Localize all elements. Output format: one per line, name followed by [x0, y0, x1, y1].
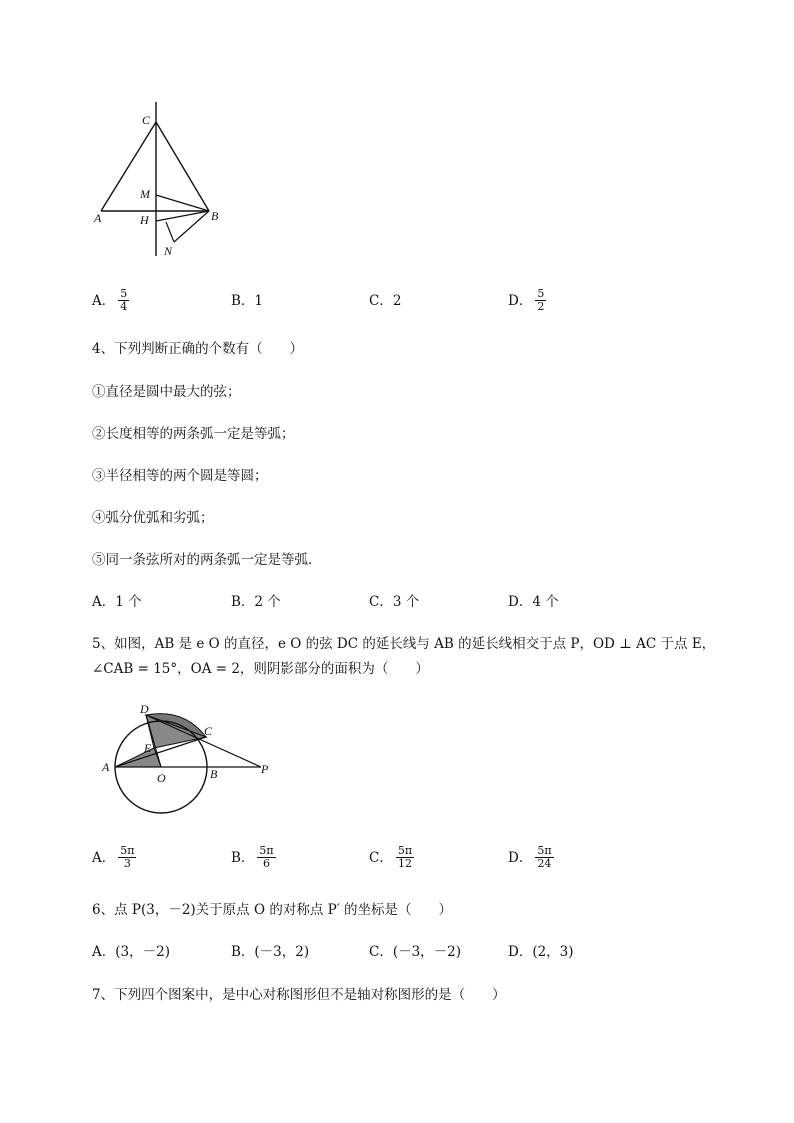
fig2-label-d: D	[140, 702, 149, 716]
fig1-label-n: N	[164, 244, 173, 258]
fraction: $\frac{5\pi}{3}$	[120, 844, 135, 870]
figure-triangle	[88, 100, 228, 265]
q5-stem-line2: ∠CAB = 15°，OA = 2，则阴影部分的面积为（ ）	[92, 661, 429, 677]
figure-circle	[96, 700, 286, 820]
fig1-label-h: H	[140, 213, 149, 227]
q3-option-d[interactable]: D． $\frac{5}{2}$	[508, 287, 545, 313]
fig2-label-e: E	[144, 741, 152, 755]
q4-statement-4: ④弧分优弧和劣弧；	[92, 510, 214, 526]
q3-option-a[interactable]: A． $\frac{5}{4}$	[92, 287, 128, 313]
q6-option-c[interactable]: C．(－3，－2)	[369, 944, 462, 960]
fig1-label-c: C	[142, 113, 151, 127]
q6-option-a[interactable]: A．(3，－2)	[92, 944, 170, 960]
fig2-label-c: C	[204, 724, 213, 738]
fig1-label-m: M	[140, 187, 150, 201]
q4-option-c[interactable]: C．3 个	[369, 594, 420, 610]
q4-option-d[interactable]: D．4 个	[508, 594, 559, 610]
fig2-label-p: P	[261, 762, 269, 776]
fig1-label-a: A	[94, 211, 102, 225]
q4-statement-1: ①直径是圆中最大的弦；	[92, 384, 241, 400]
fraction: $\frac{5}{2}$	[537, 287, 545, 313]
q5-option-a[interactable]: A． $\frac{5\pi}{3}$	[92, 844, 135, 870]
q5-option-b[interactable]: B． $\frac{5\pi}{6}$	[231, 844, 274, 870]
q4-statement-2: ②长度相等的两条弧一定是等弧；	[92, 426, 295, 442]
fig2-label-o: O	[157, 771, 166, 785]
q6-option-d[interactable]: D．(2，3)	[508, 944, 574, 960]
q4-option-b[interactable]: B．2 个	[231, 594, 281, 610]
q5-option-c[interactable]: C． $\frac{5\pi}{12}$	[369, 844, 413, 870]
fraction: $\frac{5\pi}{24}$	[537, 844, 552, 870]
q4-statement-5: ⑤同一条弦所对的两条弧一定是等弧．	[92, 552, 322, 568]
q3-option-b[interactable]: B．1	[231, 293, 264, 309]
fraction: $\frac{5\pi}{12}$	[397, 844, 413, 870]
q5-option-d[interactable]: D． $\frac{5\pi}{24}$	[508, 844, 552, 870]
q6-stem: 6、点 P(3，－2)关于原点 O 的对称点 P′ 的坐标是（ ）	[92, 902, 453, 918]
q4-statement-3: ③半径相等的两个圆是等圆；	[92, 468, 268, 484]
fig2-label-a: A	[102, 760, 110, 774]
q6-option-b[interactable]: B．(－3，2)	[231, 944, 310, 960]
q7-stem: 7、下列四个图案中，是中心对称图形但不是轴对称图形的是（ ）	[92, 987, 506, 1003]
q3-option-c[interactable]: C．2	[369, 293, 402, 309]
fraction: $\frac{5\pi}{6}$	[259, 844, 274, 870]
fig1-label-b: B	[211, 209, 219, 223]
fraction: $\frac{5}{4}$	[120, 287, 128, 313]
q5-stem-line1: 5、如图，AB 是 e O 的直径，e O 的弦 DC 的延长线与 AB 的延长线相交于点 P，OD ⊥ AC 于点 E，	[92, 636, 716, 652]
fig2-label-b: B	[210, 767, 218, 781]
q4-stem: 4、下列判断正确的个数有（ ）	[92, 341, 304, 357]
q4-option-a[interactable]: A．1 个	[92, 594, 142, 610]
